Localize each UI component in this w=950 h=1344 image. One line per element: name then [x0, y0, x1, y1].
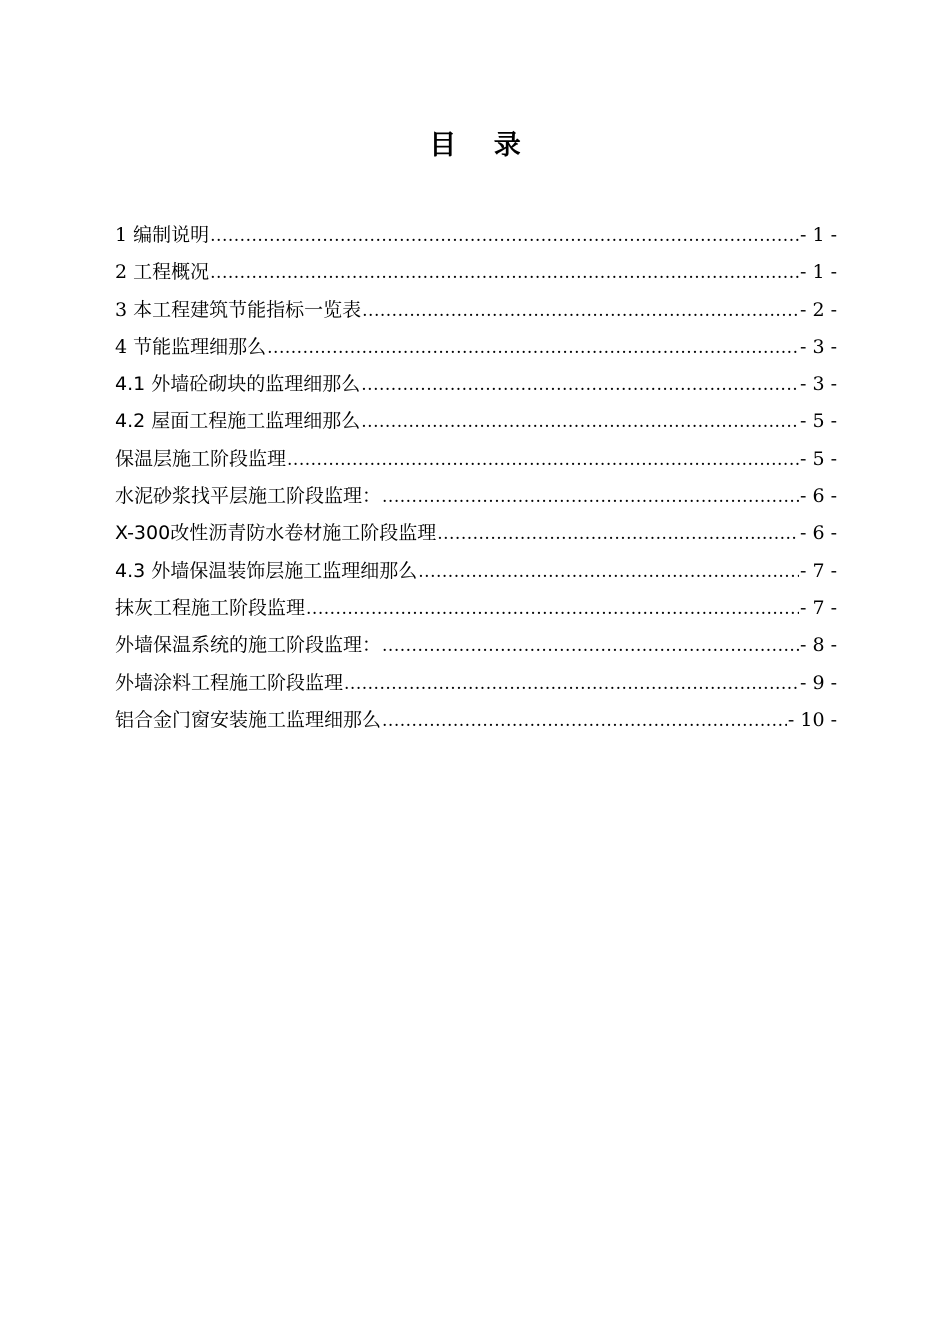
toc-entry-label: 4.2 屋面工程施工监理细那么	[115, 410, 361, 433]
toc-entry[interactable]	[115, 515, 837, 552]
toc-entry-page: - 9 -	[799, 671, 837, 694]
toc-dot-leader	[210, 255, 799, 292]
toc-entry[interactable]	[115, 590, 837, 627]
toc-entry-label: 外墙涂料工程施工阶段监理	[115, 671, 344, 694]
toc-entry-page: - 5 -	[799, 410, 837, 433]
toc-entry-label: 4.3 外墙保温装饰层施工监理细那么	[115, 559, 418, 582]
toc-entry-page: - 10 -	[787, 708, 837, 731]
toc-dot-leader	[267, 330, 799, 367]
toc-entry-page: - 5 -	[799, 447, 837, 470]
toc-entry-page: - 3 -	[799, 373, 837, 396]
toc-entry-page: - 2 -	[799, 298, 837, 321]
toc-entry[interactable]	[115, 292, 837, 329]
toc-dot-leader	[361, 367, 799, 404]
toc-dot-leader	[210, 218, 799, 255]
toc-entry[interactable]	[115, 553, 837, 590]
toc-entry-label: 1 编制说明	[115, 224, 210, 246]
toc-dot-leader	[382, 703, 787, 740]
page-title: 目 录	[429, 130, 535, 161]
toc-entry-label: X-300改性沥青防水卷材施工阶段监理	[115, 522, 437, 545]
toc-entry[interactable]	[115, 665, 837, 702]
toc-entry[interactable]	[115, 478, 837, 515]
toc-dot-leader	[362, 293, 799, 330]
toc-entry-label: 铝合金门窗安装施工监理细那么	[115, 708, 382, 731]
toc-entry-label: 3 本工程建筑节能指标一览表	[115, 298, 362, 321]
toc-dot-leader	[287, 442, 799, 479]
toc-entry-page: - 6 -	[799, 522, 837, 545]
toc-entry[interactable]	[115, 627, 837, 664]
toc-dot-leader	[437, 516, 799, 553]
toc-entry-label: 外墙保温系统的施工阶段监理：	[115, 634, 382, 657]
toc-entry-label: 2 工程概况	[115, 261, 210, 284]
toc-entry-label: 抹灰工程施工阶段监理	[115, 596, 306, 619]
toc-entry-label: 4.1 外墙砼砌块的监理细那么	[115, 373, 361, 396]
toc-entry[interactable]	[115, 403, 837, 440]
toc-entry-page: - 7 -	[799, 596, 837, 619]
toc-entry[interactable]	[115, 702, 837, 739]
toc-dot-leader	[382, 628, 799, 665]
toc-entry-page: - 3 -	[799, 335, 837, 358]
toc-entry-page: - 8 -	[799, 634, 837, 657]
toc-entry-page: - 7 -	[799, 559, 837, 582]
toc-entry[interactable]	[115, 329, 837, 366]
toc-entry[interactable]	[115, 441, 837, 478]
toc-dot-leader	[418, 554, 799, 591]
toc-entry-label: 水泥砂浆找平层施工阶段监理：	[115, 485, 382, 508]
toc-entry[interactable]	[115, 366, 837, 403]
toc-entry-page: - 6 -	[799, 485, 837, 508]
toc-entry[interactable]	[115, 254, 837, 291]
toc-dot-leader	[344, 666, 799, 703]
toc-entry-label: 保温层施工阶段监理	[115, 447, 287, 470]
toc-dot-leader	[361, 404, 799, 441]
toc-entry[interactable]	[115, 217, 837, 254]
toc-entry-label: 4 节能监理细那么	[115, 335, 267, 358]
toc-entry-page: - 1 -	[799, 261, 837, 284]
toc-entry-page: - 1 -	[799, 224, 837, 246]
toc-dot-leader	[382, 479, 799, 516]
table-of-contents	[115, 217, 837, 739]
toc-dot-leader	[306, 591, 799, 628]
